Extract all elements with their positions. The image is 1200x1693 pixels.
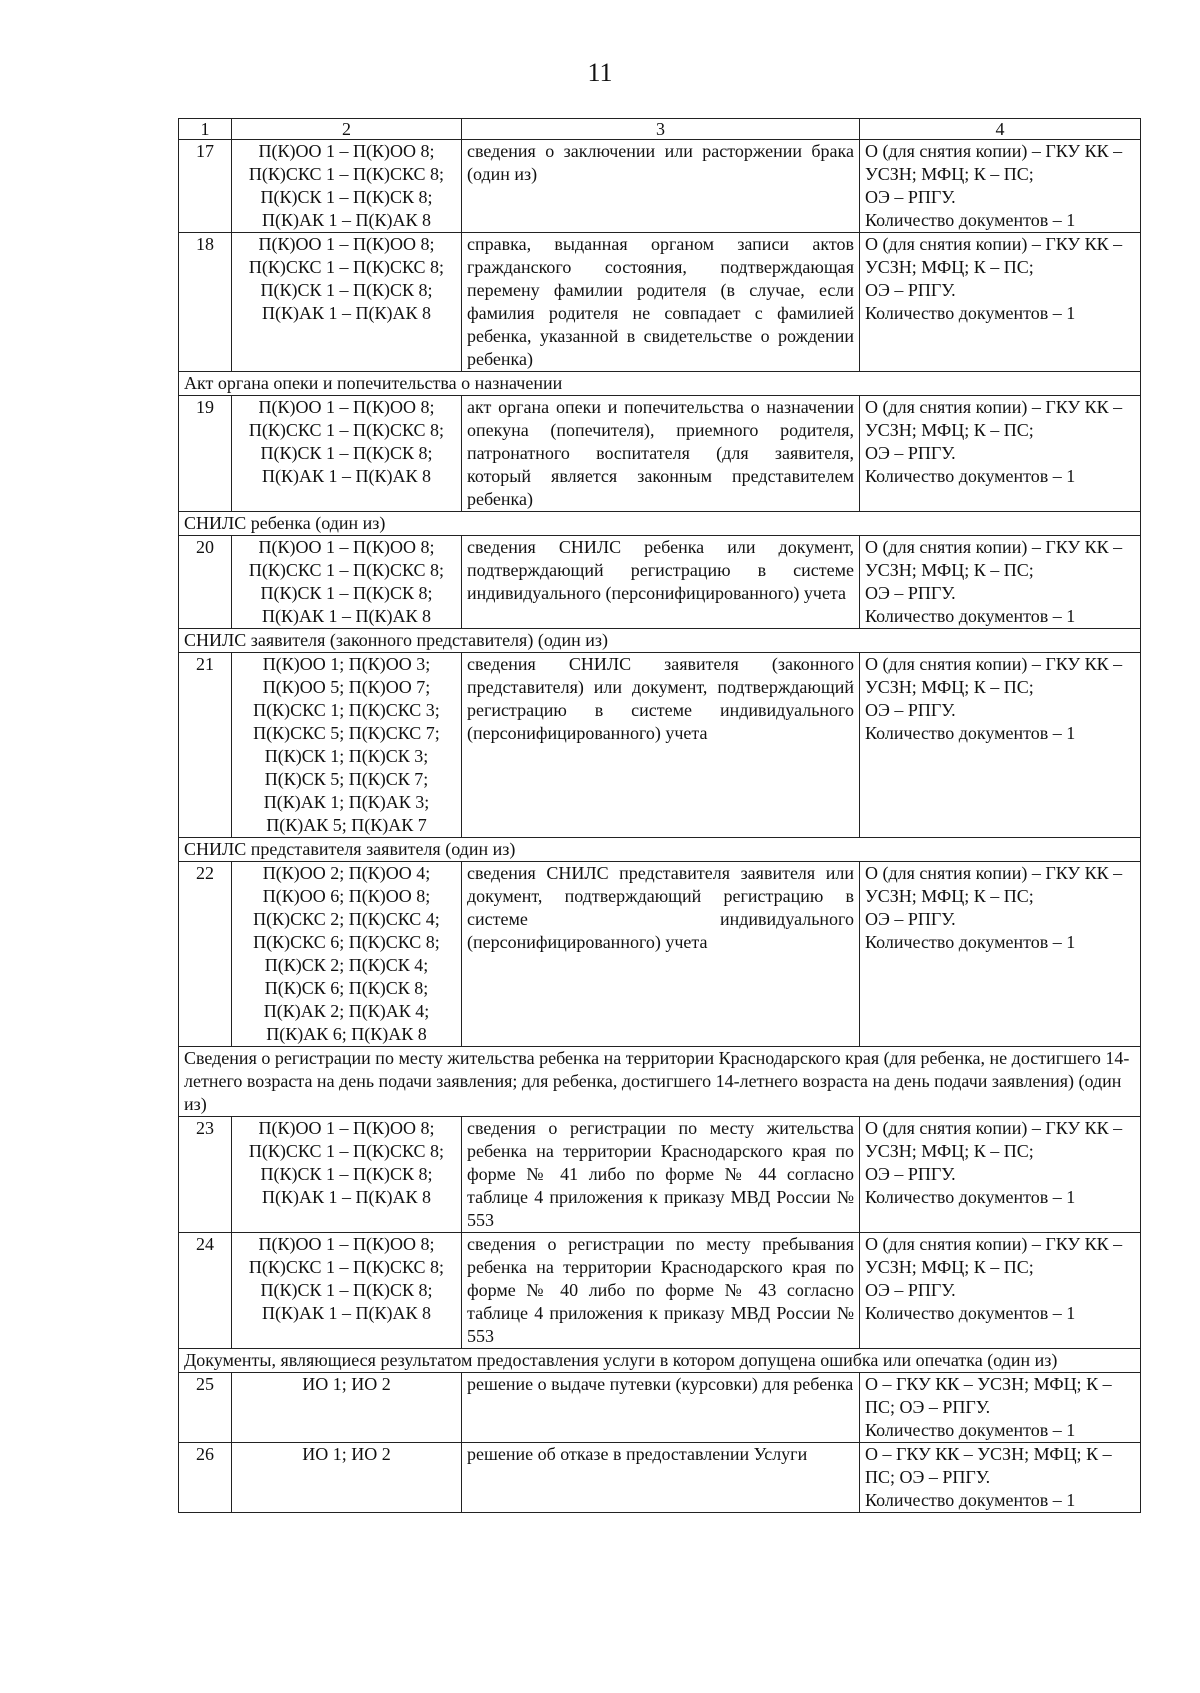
submission-method-line: О (для снятия копии) – ГКУ КК – УСЗН; МФЦ; К – ПС; <box>865 397 1123 440</box>
row-number: 26 <box>179 1443 232 1513</box>
applicant-codes <box>232 862 462 1047</box>
applicant-code-line: П(К)СКС 1 – П(К)СКС 8; <box>248 1257 445 1277</box>
table-row <box>179 1443 1141 1513</box>
submission-method-line: Количество документов – 1 <box>865 723 1076 743</box>
table-row <box>179 536 1141 629</box>
section-title: Документы, являющиеся результатом предоставления услуги в котором допущена ошибка или опечатка (один из) <box>179 1349 1141 1373</box>
document-description: сведения о заключении или расторжении брака (один из) <box>462 140 860 233</box>
table-row <box>179 396 1141 512</box>
section-header-row <box>179 512 1141 536</box>
applicant-code-line: П(К)АК 5; П(К)АК 7 <box>266 815 427 835</box>
submission-method-line: О (для снятия копии) – ГКУ КК – УСЗН; МФЦ; К – ПС; <box>865 537 1123 580</box>
applicant-code-line: П(К)АК 1 – П(К)АК 8 <box>262 1303 431 1323</box>
documents-table <box>178 118 1141 1513</box>
applicant-codes <box>232 1443 462 1513</box>
submission-method-line: Количество документов – 1 <box>865 1303 1076 1323</box>
applicant-codes <box>232 140 462 233</box>
document-description: акт органа опеки и попечительства о назначении опекуна (попечителя), приемного родителя, патронатного воспитателя (для заявителя, который является законным представителем ребенка) <box>462 396 860 512</box>
submission-method-line: Количество документов – 1 <box>865 932 1076 952</box>
column-header-3: 3 <box>462 119 860 140</box>
submission-method-line: ОЭ – РПГУ. <box>865 443 956 463</box>
applicant-code-line: П(К)СК 1 – П(К)СК 8; <box>260 1164 433 1184</box>
document-description: справка, выданная органом записи актов гражданского состояния, подтверждающая перемену фамилии родителя (в случае, если фамилия родителя не совпадает с фамилией ребенка, указанной в свидетельстве о рождении ребенка) <box>462 233 860 372</box>
document-description: сведения СНИЛС заявителя (законного представителя) или документ, подтверждающий регистрацию в системе индивидуального (персонифицированного) учета <box>462 653 860 838</box>
applicant-code-line: П(К)СКС 2; П(К)СКС 4; <box>253 909 440 929</box>
submission-method <box>860 1443 1141 1513</box>
applicant-code-line: П(К)СК 1 – П(К)СК 8; <box>260 187 433 207</box>
applicant-code-line: П(К)СКС 1 – П(К)СКС 8; <box>248 420 445 440</box>
section-header-row <box>179 629 1141 653</box>
document-description: сведения о регистрации по месту пребывания ребенка на территории Краснодарского края по форме № 40 либо по форме № 43 согласно таблице 4 приложения к приказу МВД России № 553 <box>462 1233 860 1349</box>
submission-method <box>860 1233 1141 1349</box>
applicant-code-line: П(К)СКС 6; П(К)СКС 8; <box>253 932 440 952</box>
submission-method-line: Количество документов – 1 <box>865 210 1076 230</box>
applicant-code-line: П(К)АК 1; П(К)АК 3; <box>263 792 430 812</box>
submission-method-line: О (для снятия копии) – ГКУ КК – УСЗН; МФЦ; К – ПС; <box>865 141 1123 184</box>
section-header-row <box>179 1047 1141 1117</box>
applicant-code-line: П(К)ОО 1 – П(К)ОО 8; <box>258 234 435 254</box>
submission-method <box>860 536 1141 629</box>
table-row <box>179 1373 1141 1443</box>
submission-method-line: О – ГКУ КК – УСЗН; МФЦ; К – ПС; ОЭ – РПГУ. <box>865 1374 1112 1417</box>
applicant-code-line: П(К)ОО 5; П(К)ОО 7; <box>262 677 431 697</box>
applicant-code-line: П(К)СКС 1 – П(К)СКС 8; <box>248 1141 445 1161</box>
section-title: СНИЛС ребенка (один из) <box>179 512 1141 536</box>
applicant-code-line: П(К)ОО 6; П(К)ОО 8; <box>262 886 431 906</box>
submission-method-line: ОЭ – РПГУ. <box>865 1164 956 1184</box>
applicant-code-line: П(К)ОО 2; П(К)ОО 4; <box>262 863 431 883</box>
applicant-codes <box>232 536 462 629</box>
applicant-code-line: П(К)АК 1 – П(К)АК 8 <box>262 303 431 323</box>
submission-method <box>860 233 1141 372</box>
submission-method-line: Количество документов – 1 <box>865 606 1076 626</box>
column-header-1: 1 <box>179 119 232 140</box>
row-number: 21 <box>179 653 232 838</box>
table-row <box>179 653 1141 838</box>
applicant-code-line: П(К)АК 1 – П(К)АК 8 <box>262 606 431 626</box>
table-row <box>179 140 1141 233</box>
document-description: решение об отказе в предоставлении Услуги <box>462 1443 860 1513</box>
applicant-code-line: П(К)ОО 1 – П(К)ОО 8; <box>258 1234 435 1254</box>
submission-method-line: ОЭ – РПГУ. <box>865 280 956 300</box>
applicant-code-line: П(К)ОО 1; П(К)ОО 3; <box>262 654 431 674</box>
applicant-codes <box>232 396 462 512</box>
submission-method <box>860 140 1141 233</box>
applicant-code-line: П(К)СКС 1 – П(К)СКС 8; <box>248 164 445 184</box>
applicant-code-line: П(К)СКС 5; П(К)СКС 7; <box>253 723 440 743</box>
submission-method-line: ОЭ – РПГУ. <box>865 1280 956 1300</box>
row-number: 18 <box>179 233 232 372</box>
section-title: СНИЛС представителя заявителя (один из) <box>179 838 1141 862</box>
applicant-codes <box>232 1373 462 1443</box>
section-title: Сведения о регистрации по месту жительства ребенка на территории Краснодарского края (для ребенка, не достигшего 14-летнего возраста на день подачи заявления; для ребенка, достигшего 14-летнего возраста на день подачи заявления) (один из) <box>179 1047 1141 1117</box>
submission-method-line: ОЭ – РПГУ. <box>865 700 956 720</box>
documents-table-body <box>179 119 1141 1513</box>
document-description: сведения СНИЛС ребенка или документ, подтверждающий регистрацию в системе индивидуального (персонифицированного) учета <box>462 536 860 629</box>
applicant-code-line: П(К)СК 1 – П(К)СК 8; <box>260 583 433 603</box>
row-number: 19 <box>179 396 232 512</box>
section-title: Акт органа опеки и попечительства о назначении <box>179 372 1141 396</box>
applicant-code-line: ИО 1; ИО 2 <box>302 1444 391 1464</box>
applicant-code-line: П(К)АК 6; П(К)АК 8 <box>266 1024 427 1044</box>
submission-method-line: Количество документов – 1 <box>865 1420 1076 1440</box>
row-number: 24 <box>179 1233 232 1349</box>
table-row <box>179 862 1141 1047</box>
applicant-codes <box>232 1117 462 1233</box>
submission-method-line: Количество документов – 1 <box>865 466 1076 486</box>
page-number: 11 <box>587 58 613 87</box>
submission-method-line: О (для снятия копии) – ГКУ КК – УСЗН; МФЦ; К – ПС; <box>865 234 1123 277</box>
applicant-code-line: П(К)СК 1 – П(К)СК 8; <box>260 443 433 463</box>
submission-method-line: О – ГКУ КК – УСЗН; МФЦ; К – ПС; ОЭ – РПГУ. <box>865 1444 1112 1487</box>
submission-method-line: ОЭ – РПГУ. <box>865 187 956 207</box>
submission-method-line: Количество документов – 1 <box>865 303 1076 323</box>
submission-method-line: О (для снятия копии) – ГКУ КК – УСЗН; МФЦ; К – ПС; <box>865 654 1123 697</box>
row-number: 22 <box>179 862 232 1047</box>
applicant-code-line: П(К)СК 1 – П(К)СК 8; <box>260 1280 433 1300</box>
submission-method-line: О (для снятия копии) – ГКУ КК – УСЗН; МФЦ; К – ПС; <box>865 1118 1123 1161</box>
submission-method <box>860 1117 1141 1233</box>
row-number: 25 <box>179 1373 232 1443</box>
applicant-code-line: П(К)СК 2; П(К)СК 4; <box>264 955 429 975</box>
column-header-2: 2 <box>232 119 462 140</box>
applicant-code-line: П(К)ОО 1 – П(К)ОО 8; <box>258 141 435 161</box>
submission-method <box>860 862 1141 1047</box>
document-description: сведения СНИЛС представителя заявителя или документ, подтверждающий регистрацию в системе индивидуального (персонифицированного) учета <box>462 862 860 1047</box>
row-number: 17 <box>179 140 232 233</box>
applicant-code-line: П(К)АК 1 – П(К)АК 8 <box>262 466 431 486</box>
applicant-code-line: П(К)СК 6; П(К)СК 8; <box>264 978 429 998</box>
section-header-row <box>179 372 1141 396</box>
submission-method-line: О (для снятия копии) – ГКУ КК – УСЗН; МФЦ; К – ПС; <box>865 1234 1123 1277</box>
section-title: СНИЛС заявителя (законного представителя) (один из) <box>179 629 1141 653</box>
applicant-code-line: П(К)СКС 1 – П(К)СКС 8; <box>248 257 445 277</box>
row-number: 20 <box>179 536 232 629</box>
submission-method-line: Количество документов – 1 <box>865 1490 1076 1510</box>
applicant-code-line: П(К)СК 5; П(К)СК 7; <box>264 769 429 789</box>
submission-method-line: Количество документов – 1 <box>865 1187 1076 1207</box>
applicant-code-line: П(К)СК 1 – П(К)СК 8; <box>260 280 433 300</box>
applicant-code-line: ИО 1; ИО 2 <box>302 1374 391 1394</box>
applicant-code-line: П(К)АК 1 – П(К)АК 8 <box>262 1187 431 1207</box>
document-description: решение о выдаче путевки (курсовки) для ребенка <box>462 1373 860 1443</box>
document-description: сведения о регистрации по месту жительства ребенка на территории Краснодарского края по форме № 41 либо по форме № 44 согласно таблице 4 приложения к приказу МВД России № 553 <box>462 1117 860 1233</box>
applicant-codes <box>232 233 462 372</box>
submission-method <box>860 1373 1141 1443</box>
submission-method-line: О (для снятия копии) – ГКУ КК – УСЗН; МФЦ; К – ПС; <box>865 863 1123 906</box>
submission-method-line: ОЭ – РПГУ. <box>865 583 956 603</box>
table-row <box>179 1117 1141 1233</box>
applicant-code-line: П(К)СК 1; П(К)СК 3; <box>264 746 429 766</box>
column-header-4: 4 <box>860 119 1141 140</box>
applicant-code-line: П(К)АК 1 – П(К)АК 8 <box>262 210 431 230</box>
applicant-code-line: П(К)АК 2; П(К)АК 4; <box>263 1001 430 1021</box>
applicant-codes <box>232 1233 462 1349</box>
table-row <box>179 1233 1141 1349</box>
applicant-code-line: П(К)ОО 1 – П(К)ОО 8; <box>258 537 435 557</box>
section-header-row <box>179 1349 1141 1373</box>
applicant-codes <box>232 653 462 838</box>
submission-method-line: ОЭ – РПГУ. <box>865 909 956 929</box>
submission-method <box>860 653 1141 838</box>
applicant-code-line: П(К)ОО 1 – П(К)ОО 8; <box>258 397 435 417</box>
table-row <box>179 233 1141 372</box>
section-header-row <box>179 838 1141 862</box>
applicant-code-line: П(К)ОО 1 – П(К)ОО 8; <box>258 1118 435 1138</box>
applicant-code-line: П(К)СКС 1; П(К)СКС 3; <box>253 700 440 720</box>
submission-method <box>860 396 1141 512</box>
applicant-code-line: П(К)СКС 1 – П(К)СКС 8; <box>248 560 445 580</box>
column-header-row <box>179 119 1141 140</box>
row-number: 23 <box>179 1117 232 1233</box>
